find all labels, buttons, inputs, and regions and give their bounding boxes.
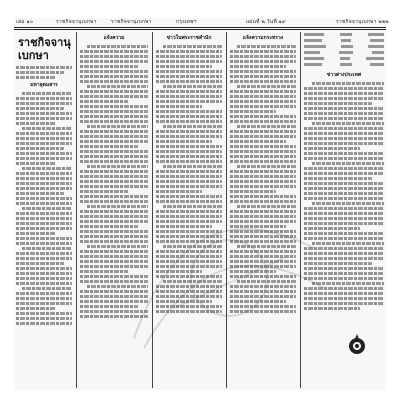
- newspaper-page: [14, 18, 389, 390]
- column-2-title: แจ้งความ: [103, 35, 125, 41]
- column-5-title: ข่าวต่างประเทศ: [326, 72, 362, 78]
- column-divider: [300, 32, 301, 388]
- header-publication: ราชกิจจานุเบกษา: [111, 19, 152, 25]
- header-rule: [14, 27, 386, 28]
- masthead-subtext: [16, 66, 72, 79]
- header-volume: เล่ม ๑๐: [16, 19, 34, 25]
- column-5-text: [304, 82, 384, 310]
- column-4-text: [230, 45, 296, 313]
- column-1: [16, 32, 72, 388]
- column-4: [230, 32, 296, 388]
- column-4-title: แจ้งความกระทรวง: [242, 35, 284, 41]
- column-1-text: [16, 92, 72, 325]
- masthead: ราชกิจจานุเบกษา: [18, 36, 71, 62]
- column-3-text: [156, 45, 222, 313]
- column-1-title: มหาอุดมสาร: [30, 82, 58, 88]
- page-header: [16, 18, 390, 26]
- column-2-text: [80, 45, 148, 318]
- column-2: [80, 32, 148, 388]
- column-divider: [152, 32, 153, 388]
- header-right: ราชกิจจานุเบกษา ๒๒๒: [336, 19, 389, 25]
- royal-seal-icon: [347, 334, 367, 356]
- header-date: ราชกิจจานุเบกษา: [56, 19, 97, 25]
- column-3-title: ข่าวในพระราชสำนัก: [166, 35, 212, 41]
- column-5: [304, 32, 384, 388]
- header-city: กรุงเทพฯ: [176, 19, 197, 25]
- column-3: [156, 32, 222, 388]
- header-issue: แผ่นที่ ๒ วันที่ ๑๙: [246, 19, 286, 25]
- column-divider: [226, 32, 227, 388]
- column-divider: [76, 32, 77, 388]
- column-5-table: [304, 33, 384, 68]
- header-rule-2: [14, 29, 386, 30]
